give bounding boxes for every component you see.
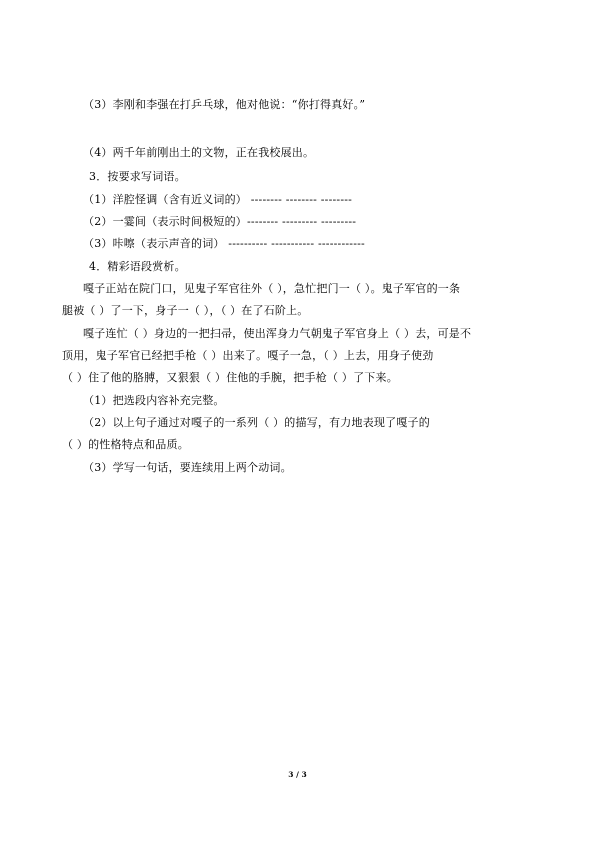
section-3-item-1: （1）洋腔怪调（含有近义词的） -------- -------- -------- xyxy=(83,193,353,206)
section-3-title: 3．按要求写词语。 xyxy=(89,170,186,183)
question-4-sentence: （4）两千年前刚出土的文物，正在我校展出。 xyxy=(83,146,315,159)
section-4-title: 4．精彩语段赏析。 xyxy=(89,260,186,273)
passage-p2-line-2: 顶用，鬼子军官已经把手枪（ ）出来了。嘎子一急，（ ）上去，用身子使劲 xyxy=(62,349,434,362)
passage-question-2-line-2: （ ）的性格特点和品质。 xyxy=(62,438,189,451)
section-3-item-3: （3）咔嚓（表示声音的词） ---------- ----------- ------------ xyxy=(83,237,365,250)
page-number: 3 / 3 xyxy=(288,770,307,779)
passage-p1-line-1: 嘎子正站在院门口，见鬼子军官往外（ ），急忙把门一（ ）。鬼子军官的一条 xyxy=(83,282,461,295)
passage-p2-line-3: （ ）住了他的胳膊，又狠狠（ ）住他的手腕，把手枪（ ）了下来。 xyxy=(62,371,398,384)
passage-question-2-line-1: （2）以上句子通过对嘎子的一系列（ ）的描写，有力地表现了嘎子的 xyxy=(83,416,430,429)
passage-p1-line-2: 腿被（ ）了一下，身子一（ ），（ ）在了石阶上。 xyxy=(62,304,309,317)
section-3-item-2: （2）一霎间（表示时间极短的）-------- --------- --------- xyxy=(83,215,357,228)
passage-p2-line-1: 嘎子连忙（ ）身边的一把扫帚，使出浑身力气朝鬼子军官身上（ ）去，可是不 xyxy=(83,327,472,340)
question-3-sentence: （3）李刚和李强在打乒乓球，他对他说：“你打得真好。” xyxy=(83,98,366,111)
passage-question-1: （1）把选段内容补充完整。 xyxy=(83,394,225,407)
passage-question-3: （3）学写一句话，要连续用上两个动词。 xyxy=(83,461,292,474)
